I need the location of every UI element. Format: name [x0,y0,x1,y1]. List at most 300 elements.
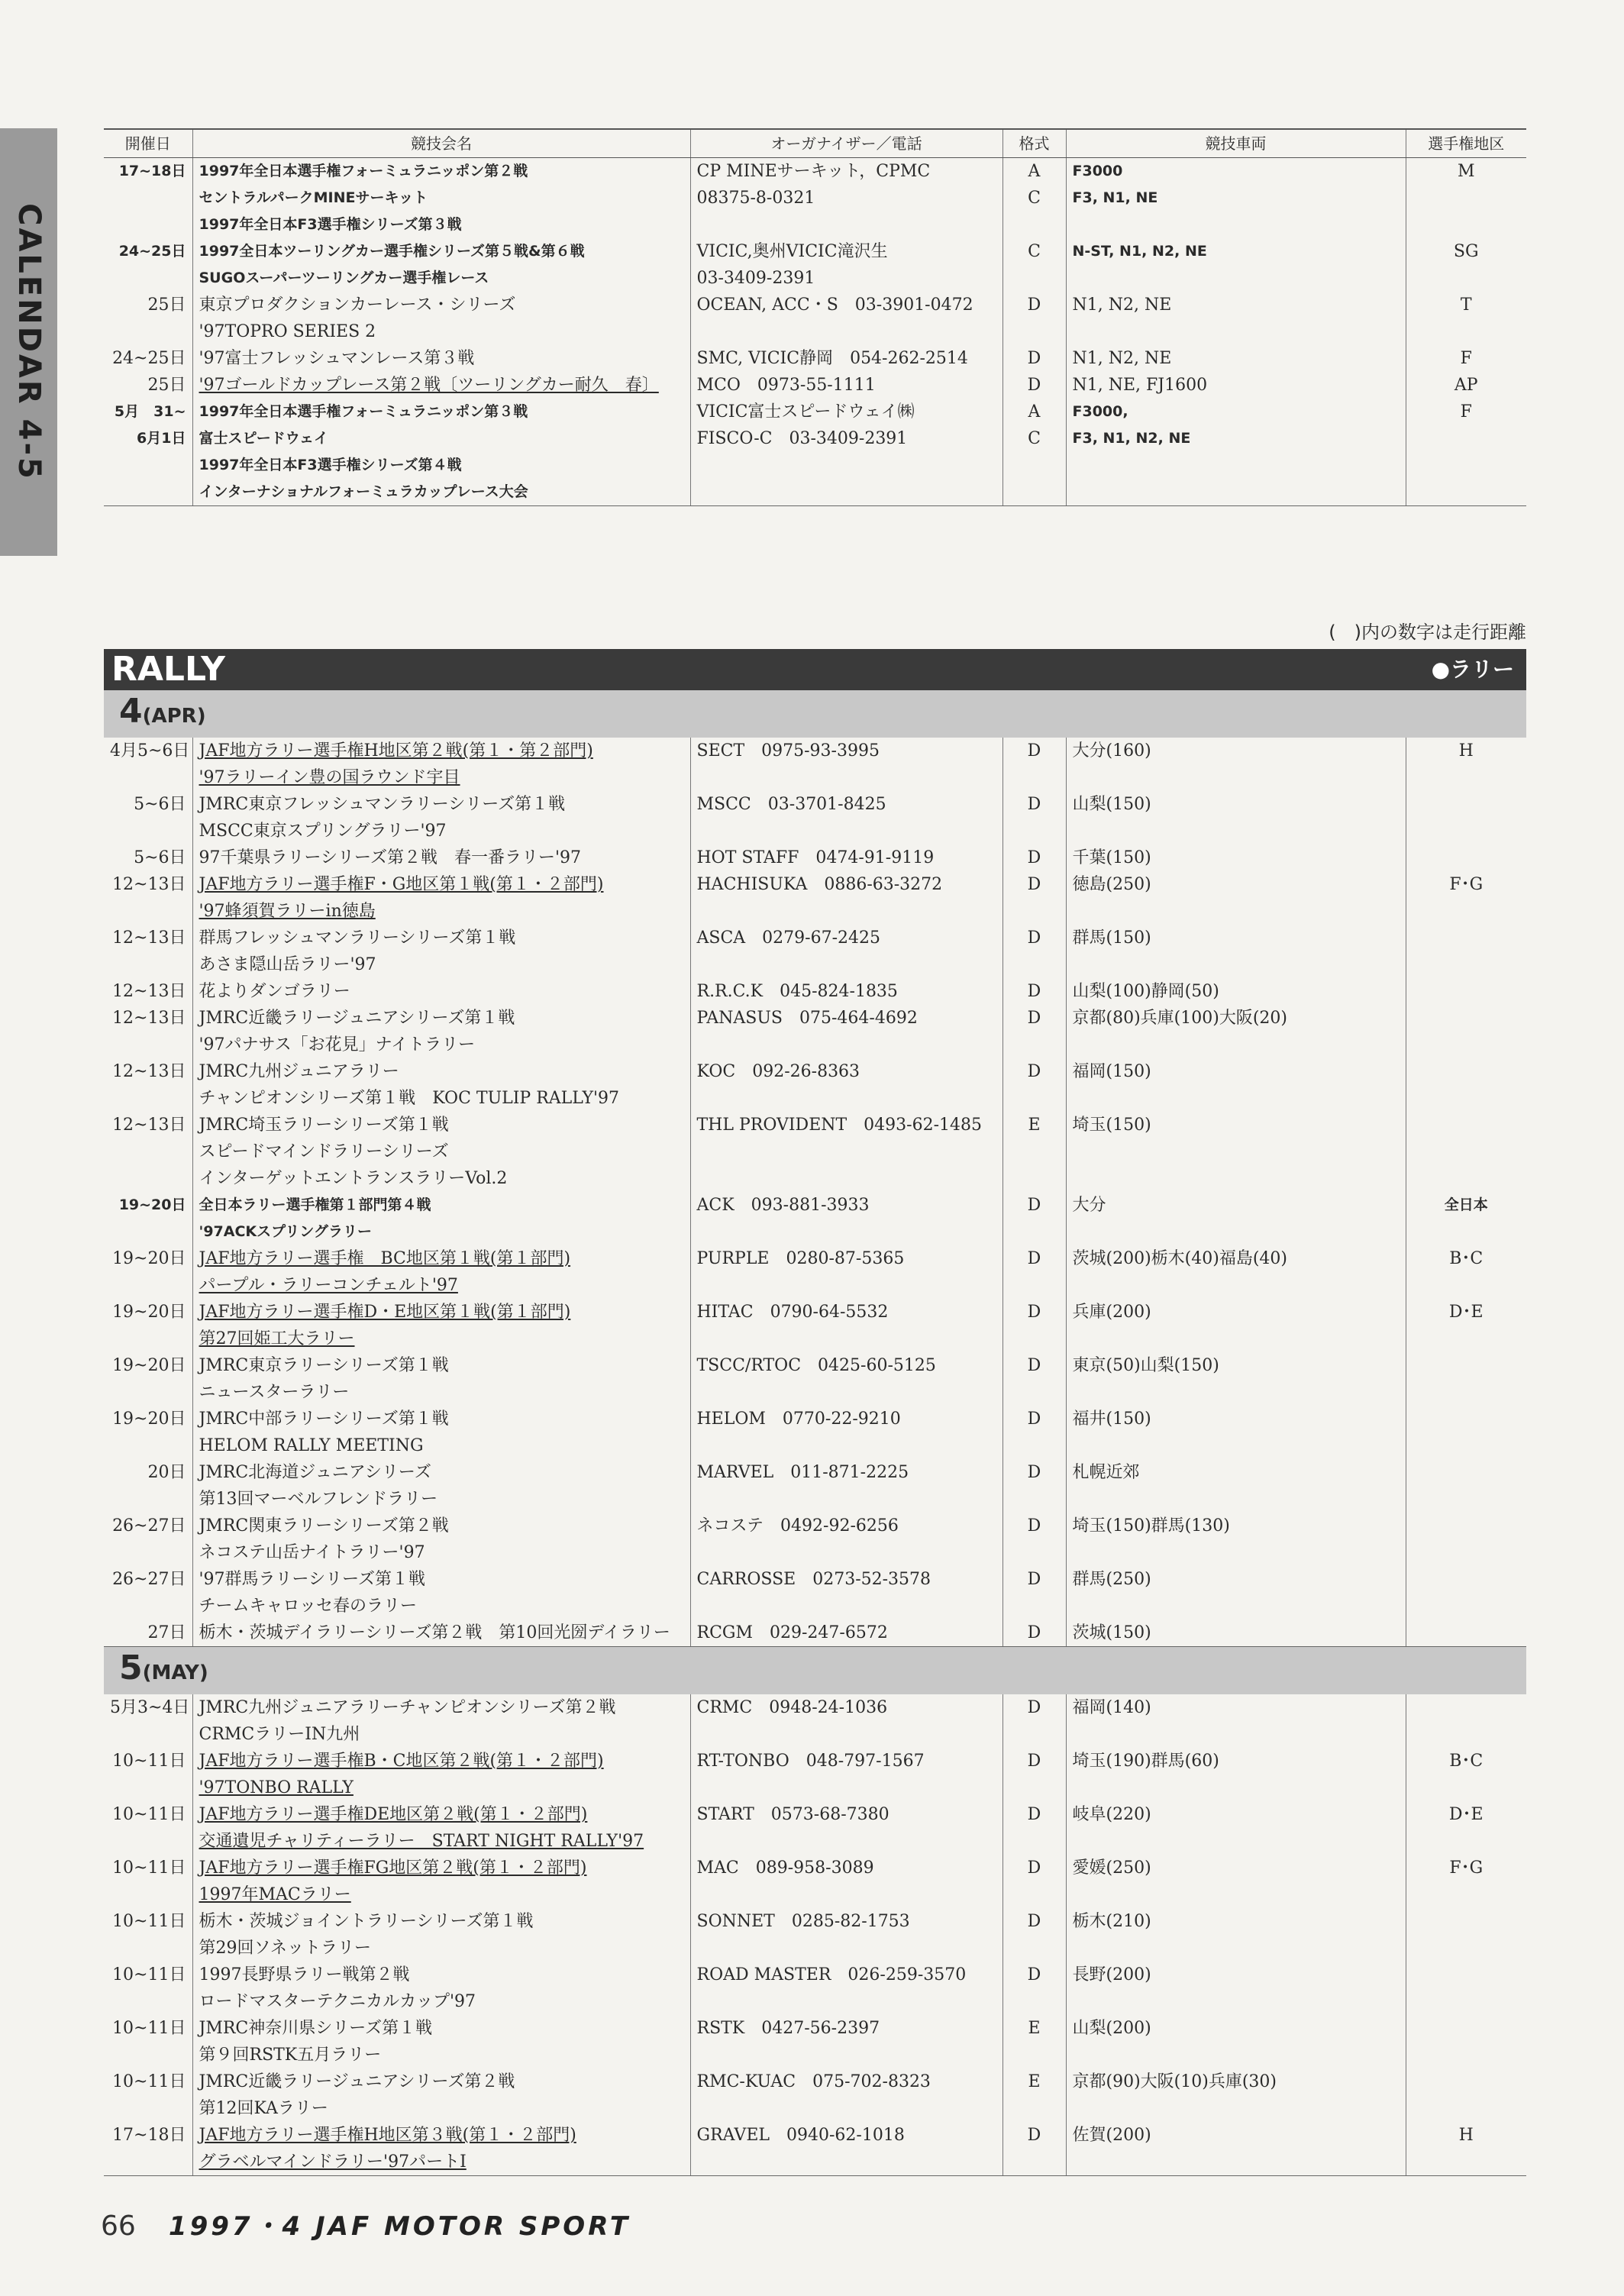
event-grade: E [1002,2068,1066,2095]
event-organizer: ネコステ 0492-92-6256 [690,1513,1002,1539]
event-area: 福井(150) [1066,1406,1406,1432]
event-region [1406,1219,1526,1245]
event-grade: D [1002,738,1066,764]
event-date: 12~13日 [112,1009,186,1028]
event-row [104,1881,1526,1908]
event-grade [1002,1032,1066,1058]
event-grade [1002,1165,1066,1192]
rally-title-bar [104,649,1526,690]
event-date [104,1935,192,1962]
event-area: 茨城(200)栃木(40)福島(40) [1066,1245,1406,1272]
event-name: '97TONBO RALLY [192,1774,690,1801]
magazine-title: 1997・4 JAF MOTOR SPORT [168,2211,631,2242]
event-grade: D [1002,871,1066,898]
event-row [104,345,1526,372]
event-organizer: 03-3409-2391 [690,265,1002,292]
event-organizer: TSCC/RTOC 0425-60-5125 [690,1352,1002,1379]
event-organizer [690,1539,1002,1566]
event-region [1406,844,1526,871]
event-area: 京都(90)大阪(10)兵庫(30) [1066,2068,1406,2095]
event-area: 東京(50)山梨(150) [1066,1352,1406,1379]
event-cars: F3, N1, NE [1066,185,1406,212]
event-region [1406,1005,1526,1032]
event-cars: F3, N1, N2, NE [1066,425,1406,452]
rally-april-table [104,738,1526,1647]
event-organizer: HOT STAFF 0474-91-9119 [690,844,1002,871]
event-row [104,158,1526,186]
event-grade [1002,452,1066,479]
event-grade [1002,1593,1066,1619]
event-date [104,764,192,791]
event-row [104,871,1526,898]
event-row [104,1272,1526,1299]
event-region [1406,1593,1526,1619]
event-date: 10~11日 [112,2019,186,2038]
event-grade: C [1002,238,1066,265]
event-organizer [690,764,1002,791]
april-label: (APR) [142,705,206,728]
event-cars: N1, N2, NE [1066,345,1406,372]
event-area [1066,2042,1406,2068]
event-date: 5~6日 [134,795,186,814]
event-grade [1002,265,1066,292]
event-date: 12~13日 [112,982,186,1001]
event-area: 京都(80)兵庫(100)大阪(20) [1066,1005,1406,1032]
event-area: 千葉(150) [1066,844,1406,871]
event-row [104,238,1526,265]
event-region [1406,1138,1526,1165]
event-organizer [690,1379,1002,1406]
rally-title: RALLY [111,650,226,689]
event-cars: N-ST, N1, N2, NE [1066,238,1406,265]
event-area [1066,1593,1406,1619]
event-cars [1066,479,1406,506]
event-area [1066,818,1406,844]
event-grade [1002,1379,1066,1406]
event-area: 大分 [1066,1192,1406,1219]
column-header: 競技車両 [1066,129,1406,158]
event-row [104,925,1526,951]
event-row [104,978,1526,1005]
event-name: チャンピオンシリーズ第１戦 KOC TULIP RALLY'97 [192,1085,690,1112]
event-region [1406,2068,1526,2095]
event-organizer [690,318,1002,345]
event-name: JMRC中部ラリーシリーズ第１戦 [192,1406,690,1432]
event-region [1406,1058,1526,1085]
event-name: ネコステ山岳ナイトラリー'97 [192,1539,690,1566]
column-header: 開催日 [104,129,192,158]
event-organizer: MARVEL 011-871-2225 [690,1459,1002,1486]
event-organizer: CP MINEサーキット，CPMC [690,158,1002,186]
event-organizer [690,1432,1002,1459]
event-grade [1002,1138,1066,1165]
event-grade [1002,818,1066,844]
event-area [1066,1721,1406,1748]
event-row [104,1908,1526,1935]
event-organizer: PANASUS 075-464-4692 [690,1005,1002,1032]
event-name: 1997年全日本F3選手権シリーズ第３戦 [192,212,690,238]
event-grade: D [1002,1459,1066,1486]
event-row [104,425,1526,452]
event-date [104,1219,192,1245]
event-date [104,1774,192,1801]
event-name: MSCC東京スプリングラリー'97 [192,818,690,844]
event-name: JAF地方ラリー選手権 BC地区第１戦(第１部門) [192,1245,690,1272]
event-organizer [690,1721,1002,1748]
event-row [104,1406,1526,1432]
event-row [104,2149,1526,2176]
event-organizer: RCGM 029-247-6572 [690,1619,1002,1647]
event-row [104,452,1526,479]
event-organizer [690,1935,1002,1962]
column-header: 競技会名 [192,129,690,158]
event-row [104,1112,1526,1138]
event-grade: D [1002,1908,1066,1935]
event-grade: D [1002,1566,1066,1593]
event-region: 全日本 [1406,1192,1526,1219]
event-row [104,1245,1526,1272]
event-name: JAF地方ラリー選手権F・G地区第１戦(第１・２部門) [192,871,690,898]
event-organizer: SONNET 0285-82-1753 [690,1908,1002,1935]
event-grade: D [1002,1962,1066,1988]
event-date [104,1432,192,1459]
event-area [1066,951,1406,978]
event-organizer [690,1326,1002,1352]
event-date: 25日 [147,295,186,315]
event-area [1066,1774,1406,1801]
event-row [104,399,1526,425]
event-area: 山梨(200) [1066,2015,1406,2042]
event-date [104,1379,192,1406]
event-region [1406,2042,1526,2068]
event-grade: D [1002,1801,1066,1828]
event-region [1406,2015,1526,2042]
event-date [104,1032,192,1058]
event-date: 10~11日 [112,1912,186,1931]
event-row [104,318,1526,345]
event-date [104,452,192,479]
event-area: 徳島(250) [1066,871,1406,898]
event-region [1406,925,1526,951]
event-date [104,1138,192,1165]
event-area: 山梨(100)静岡(50) [1066,978,1406,1005]
event-region [1406,479,1526,506]
event-area [1066,1379,1406,1406]
event-date: 12~13日 [112,928,186,948]
event-date: 19~20日 [118,1196,186,1213]
event-organizer: ROAD MASTER 026-259-3570 [690,1962,1002,1988]
event-row [104,1459,1526,1486]
event-region [1406,1352,1526,1379]
event-area: 福岡(150) [1066,1058,1406,1085]
event-grade: C [1002,185,1066,212]
event-area [1066,764,1406,791]
event-date [104,2095,192,2122]
event-date [104,265,192,292]
event-cars: F3000 [1066,158,1406,186]
event-name: パープル・ラリーコンチェルト'97 [192,1272,690,1299]
event-row [104,2015,1526,2042]
event-region [1406,1459,1526,1486]
event-region [1406,818,1526,844]
event-name: チームキャロッセ春のラリー [192,1593,690,1619]
event-organizer: HITAC 0790-64-5532 [690,1299,1002,1326]
event-area [1066,1326,1406,1352]
event-date: 20日 [147,1463,186,1482]
event-date: 17~18日 [112,2126,186,2145]
event-grade [1002,1432,1066,1459]
event-region [1406,1962,1526,1988]
event-region [1406,1272,1526,1299]
event-region [1406,791,1526,818]
event-grade [1002,1539,1066,1566]
event-name: セントラルパークMINEサーキット [192,185,690,212]
event-row [104,1085,1526,1112]
event-region [1406,1513,1526,1539]
event-name: あさま隠山岳ラリー'97 [192,951,690,978]
event-date [104,951,192,978]
event-grade: A [1002,399,1066,425]
event-area [1066,1539,1406,1566]
event-region: D･E [1406,1299,1526,1326]
event-organizer [690,2149,1002,2176]
event-grade: D [1002,345,1066,372]
event-grade: D [1002,925,1066,951]
event-region [1406,425,1526,452]
event-grade: D [1002,1005,1066,1032]
event-region: H [1406,2122,1526,2149]
event-cars: N1, N2, NE [1066,292,1406,318]
may-label: (MAY) [142,1661,208,1684]
event-organizer [690,1085,1002,1112]
event-area [1066,1486,1406,1513]
event-date: 5~6日 [134,848,186,867]
race-calendar-section [104,128,1526,506]
event-region [1406,185,1526,212]
event-area [1066,1881,1406,1908]
event-date: 27日 [104,1619,192,1647]
event-row [104,479,1526,506]
event-date: 26~27日 [112,1516,186,1536]
event-region [1406,898,1526,925]
event-date: 10~11日 [112,1805,186,1824]
distance-note: ( )内の数字は走行距離 [1329,622,1526,643]
event-grade [1002,1828,1066,1855]
event-row [104,1935,1526,1962]
event-area: 群馬(150) [1066,925,1406,951]
event-organizer [690,1272,1002,1299]
event-date: 19~20日 [112,1410,186,1429]
event-name: 富士スピードウェイ [192,425,690,452]
event-grade [1002,951,1066,978]
event-date: 19~20日 [112,1356,186,1375]
event-organizer: MCO 0973-55-1111 [690,372,1002,399]
event-name: 花よりダンゴラリー [192,978,690,1005]
event-grade: D [1002,1513,1066,1539]
event-region: F [1406,399,1526,425]
event-region [1406,1486,1526,1513]
event-organizer [690,452,1002,479]
event-name: JMRC近畿ラリージュニアシリーズ第１戦 [192,1005,690,1032]
event-organizer: MSCC 03-3701-8425 [690,791,1002,818]
event-date: 25日 [147,376,186,395]
event-organizer: FISCO-C 03-3409-2391 [690,425,1002,452]
event-row [104,1748,1526,1774]
event-region [1406,951,1526,978]
event-area: 佐賀(200) [1066,2122,1406,2149]
event-date: 10~11日 [112,1965,186,1984]
event-row [104,844,1526,871]
event-area: 群馬(250) [1066,1566,1406,1593]
event-region [1406,318,1526,345]
event-area: 山梨(150) [1066,791,1406,818]
event-date [104,1828,192,1855]
event-row [104,818,1526,844]
event-region [1406,1326,1526,1352]
event-grade: D [1002,1299,1066,1326]
calendar-side-tab [0,128,57,556]
event-name: 1997年全日本選手権フォーミュラニッポン第２戦 [192,158,690,186]
event-region [1406,1085,1526,1112]
event-region [1406,1406,1526,1432]
event-area [1066,2095,1406,2122]
event-grade: E [1002,1112,1066,1138]
event-area [1066,1085,1406,1112]
event-row [104,1513,1526,1539]
event-name: ロードマスターテクニカルカップ'97 [192,1988,690,2015]
event-date [104,318,192,345]
event-organizer: VICIC,奥州VICIC滝沢生 [690,238,1002,265]
event-row [104,1192,1526,1219]
event-name: JAF地方ラリー選手権D・E地区第１戦(第１部門) [192,1299,690,1326]
event-date: 19~20日 [112,1249,186,1268]
event-region [1406,1935,1526,1962]
event-row [104,1801,1526,1828]
event-region [1406,1988,1526,2015]
event-organizer: KOC 092-26-8363 [690,1058,1002,1085]
event-grade [1002,318,1066,345]
event-area: 大分(160) [1066,738,1406,764]
event-grade: D [1002,791,1066,818]
event-area [1066,1988,1406,2015]
event-name: JAF地方ラリー選手権H地区第２戦(第１・第２部門) [192,738,690,764]
event-date: 12~13日 [112,1062,186,1081]
event-row [104,1138,1526,1165]
event-area: 愛媛(250) [1066,1855,1406,1881]
month-header-may [104,1647,1526,1694]
event-region [1406,1908,1526,1935]
event-name: グラベルマインドラリー'97パートⅠ [192,2149,690,2176]
event-grade: D [1002,2122,1066,2149]
event-organizer: R.R.C.K 045-824-1835 [690,978,1002,1005]
event-organizer: START 0573-68-7380 [690,1801,1002,1828]
event-grade [1002,1085,1066,1112]
event-region [1406,1828,1526,1855]
event-area [1066,1935,1406,1962]
event-grade: D [1002,1245,1066,1272]
event-name: JAF地方ラリー選手権H地区第３戦(第１・２部門) [192,2122,690,2149]
month-header-april [104,690,1526,738]
event-grade [1002,2149,1066,2176]
event-name: インターナショナルフォーミュラカップレース大会 [192,479,690,506]
race-calendar-table [104,128,1526,506]
event-name: 栃木・茨城デイラリーシリーズ第２戦 第10回光圀デイラリー [192,1619,690,1647]
event-grade [1002,2095,1066,2122]
event-organizer: RSTK 0427-56-2397 [690,2015,1002,2042]
event-organizer [690,898,1002,925]
event-date [104,898,192,925]
event-organizer [690,212,1002,238]
event-date [104,1988,192,2015]
event-region [1406,2095,1526,2122]
event-date [104,1881,192,1908]
april-number: 4 [119,692,143,731]
event-name: 第13回マーベルフレンドラリー [192,1486,690,1513]
event-grade [1002,1935,1066,1962]
column-header: オーガナイザー／電話 [690,129,1002,158]
event-organizer [690,1988,1002,2015]
event-name: スピードマインドラリーシリーズ [192,1138,690,1165]
event-organizer: RMC-KUAC 075-702-8323 [690,2068,1002,2095]
event-organizer: PURPLE 0280-87-5365 [690,1245,1002,1272]
event-organizer: MAC 089-958-3089 [690,1855,1002,1881]
event-region: B･C [1406,1245,1526,1272]
event-region [1406,2149,1526,2176]
event-region [1406,1432,1526,1459]
event-row [104,1988,1526,2015]
event-row [104,2095,1526,2122]
event-region [1406,1694,1526,1721]
event-grade [1002,1721,1066,1748]
event-row [104,1539,1526,1566]
event-organizer [690,479,1002,506]
event-date: 19~20日 [112,1303,186,1322]
event-grade [1002,2042,1066,2068]
event-date: 12~13日 [112,875,186,894]
event-area: 札幌近郊 [1066,1459,1406,1486]
event-organizer [690,1486,1002,1513]
event-row [104,791,1526,818]
event-area [1066,1272,1406,1299]
event-row [104,2042,1526,2068]
event-area: 埼玉(150) [1066,1112,1406,1138]
event-date: 24~25日 [118,243,186,260]
event-organizer: HELOM 0770-22-9210 [690,1406,1002,1432]
event-date [104,479,192,506]
event-name: JMRC東京ラリーシリーズ第１戦 [192,1352,690,1379]
event-organizer [690,1138,1002,1165]
event-region [1406,1881,1526,1908]
event-grade: D [1002,1406,1066,1432]
event-area [1066,2149,1406,2176]
event-region [1406,1566,1526,1593]
event-row [104,1326,1526,1352]
event-row [104,2122,1526,2149]
event-name: 第12回KAラリー [192,2095,690,2122]
event-area: 兵庫(200) [1066,1299,1406,1326]
event-region [1406,452,1526,479]
event-name: 第27回姫工大ラリー [192,1326,690,1352]
event-row [104,372,1526,399]
event-area: 栃木(210) [1066,1908,1406,1935]
event-name: 全日本ラリー選手権第１部門第４戦 [192,1192,690,1219]
event-region [1406,1379,1526,1406]
event-region: AP [1406,372,1526,399]
event-date: 4月5~6日 [110,741,190,760]
event-grade: E [1002,2015,1066,2042]
event-date: 12~13日 [112,1116,186,1135]
event-grade [1002,764,1066,791]
